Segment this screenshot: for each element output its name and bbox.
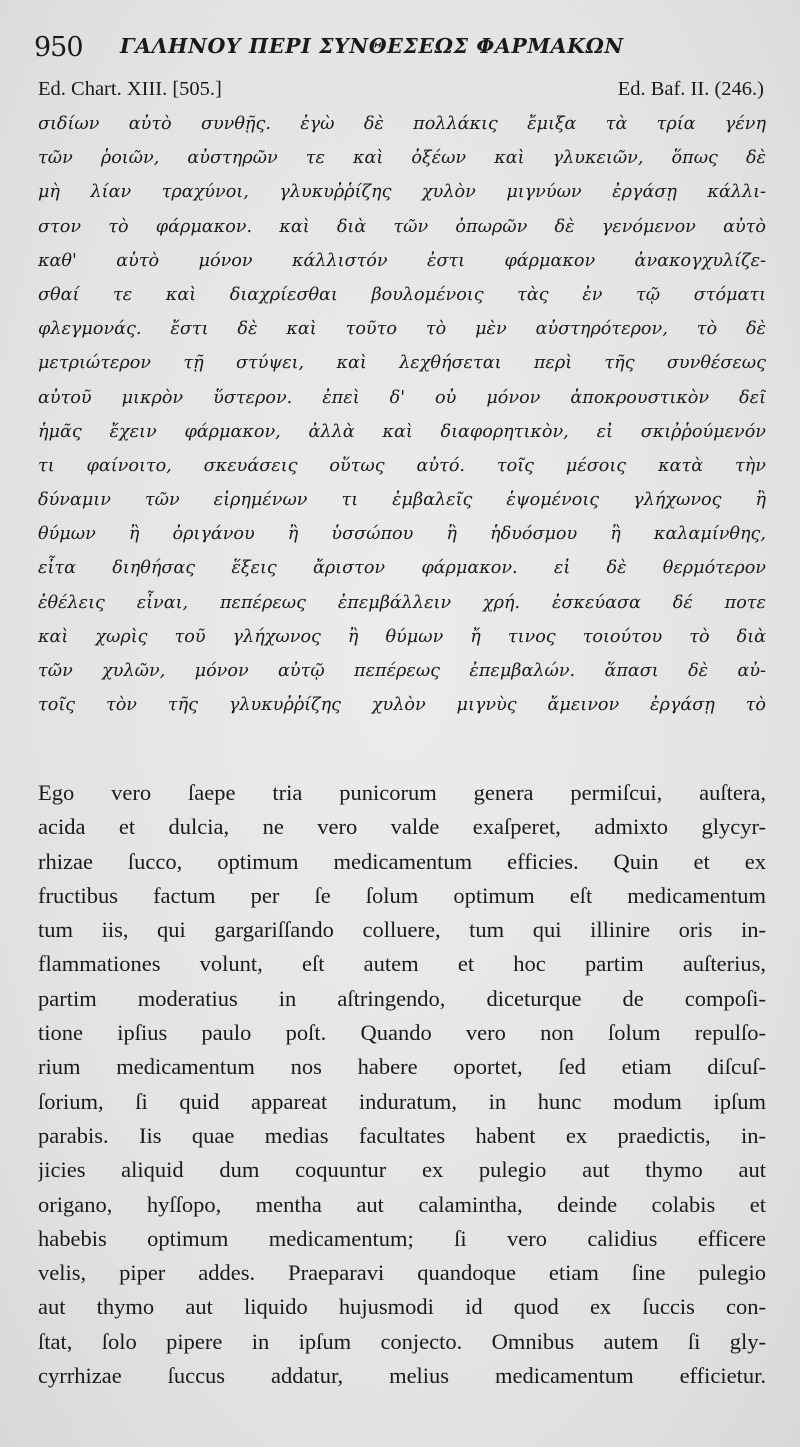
latin-text-line: flammationes volunt, eſt autem et hoc partim auſterius, (38, 951, 766, 977)
greek-text-line: μετριώτερον τῇ στύψει, καὶ λεχθήσεται περὶ τῆς συνθέσεως (38, 353, 766, 374)
latin-text-line: rhizae ſucco, optimum medicamentum efficies. Quin et ex (38, 848, 766, 874)
latin-text-line: acida et dulcia, ne vero valde exaſperet, admixto glycyr- (38, 814, 766, 840)
latin-text-line: jicies aliquid dum coquuntur ex pulegio aut thymo aut (38, 1157, 766, 1183)
latin-text-block (38, 776, 766, 1393)
latin-text-line: habebis optimum medicamentum; ſi vero calidius efficere (38, 1225, 766, 1251)
latin-text-line: rium medicamentum nos habere oportet, ſed etiam diſcuſ- (38, 1054, 766, 1080)
greek-text-line: τοῖς τὸν τῆς γλυκυῤῥίζης χυλὸν μιγνὺς ἄμεινον ἐργάσῃ τὸ (38, 695, 766, 716)
greek-text-line: εἶτα διηθήσας ἕξεις ἄριστον φάρμακον. εἰ δὲ θερμότερον (38, 558, 766, 579)
latin-text-line: cyrrhizae ſuccus addatur, melius medicamentum efficietur. (38, 1363, 766, 1389)
greek-text-line: στον τὸ φάρμακον. καὶ διὰ τῶν ὀπωρῶν δὲ γενόμενον αὐτὸ (38, 216, 766, 237)
greek-text-line: καὶ χωρὶς τοῦ γλήχωνος ἢ θύμων ἤ τινος τοιούτου τὸ διὰ (38, 626, 766, 647)
greek-text-line: φλεγμονάς. ἔστι δὲ καὶ τοῦτο τὸ μὲν αὐστηρότερον, τὸ δὲ (38, 319, 766, 340)
greek-text-line: ἡμᾶς ἔχειν φάρμακον, ἀλλὰ καὶ διαφορητικὸν, εἰ σκιῤῥούμενόν (38, 421, 766, 442)
latin-text-line: tione ipſius paulo poſt. Quando vero non ſolum repulſo- (38, 1020, 766, 1046)
edition-chartier-reference: Ed. Chart. XIII. [505.] (38, 78, 222, 100)
edition-basel-reference: Ed. Baf. II. (246.) (617, 78, 764, 100)
latin-text-line: ſorium, ſi quid appareat induratum, in hunc modum ipſum (38, 1088, 766, 1114)
running-title: ΓΑΛΗΝΟΥ ΠΕΡΙ ΣΥΝΘΕΣΕΩΣ ΦΑΡΜΑΚΩΝ (120, 34, 624, 58)
latin-text-line: partim moderatius in aſtringendo, diceturque de compoſi- (38, 985, 766, 1011)
latin-text-line: velis, piper addes. Praeparavi quandoque etiam ſine pulegio (38, 1260, 766, 1286)
greek-text-line: σιδίων αὐτὸ συνθῇς. ἐγὼ δὲ πολλάκις ἔμιξα τὰ τρία γένη (38, 114, 766, 134)
latin-text-line: ſtat, ſolo pipere in ipſum conjecto. Omnibus autem ſi gly- (38, 1328, 766, 1354)
greek-text-line: δύναμιν τῶν εἰρημένων τι ἐμβαλεῖς ἑψομένοις γλήχωνος ἢ (38, 490, 766, 511)
greek-text-line: τῶν ῥοιῶν, αὐστηρῶν τε καὶ ὀξέων καὶ γλυκειῶν, ὅπως δὲ (38, 148, 766, 169)
page-number: 950 (34, 32, 83, 63)
latin-text-line: origano, hyſſopo, mentha aut calamintha, deinde colabis et (38, 1191, 766, 1217)
latin-text-line: fructibus factum per ſe ſolum optimum eſt medicamentum (38, 882, 766, 908)
greek-text-line: ἐθέλεις εἶναι, πεπέρεως ἐπεμβάλλειν χρή. ἐσκεύασα δέ ποτε (38, 592, 766, 613)
greek-text-line: καθ' αὑτὸ μόνον κάλλιστόν ἐστι φάρμακον ἀνακογχυλίζε- (38, 250, 766, 271)
greek-text-line: τῶν χυλῶν, μόνον αὐτῷ πεπέρεως ἐπεμβαλών. ἅπασι δὲ αὐ- (38, 661, 766, 681)
latin-text-line: Ego vero ſaepe tria punicorum genera permiſcui, auſtera, (38, 780, 766, 805)
latin-text-line: tum iis, qui gargariſſando colluere, tum qui illinire oris in- (38, 917, 766, 943)
greek-text-block (38, 107, 766, 722)
greek-text-line: αὐτοῦ μικρὸν ὕστερον. ἐπεὶ δ' οὐ μόνον ἀποκρουστικὸν δεῖ (38, 387, 766, 408)
edition-reference-line (38, 78, 764, 104)
page-header (34, 30, 774, 70)
greek-text-line: μὴ λίαν τραχύνοι, γλυκυῤῥίζης χυλὸν μιγνύων ἐργάσῃ κάλλι- (38, 182, 766, 203)
latin-text-line: parabis. Iis quae medias facultates habent ex praedictis, in- (38, 1122, 766, 1148)
greek-text-line: σθαί τε καὶ διαχρίεσθαι βουλομένοις τὰς ἐν τῷ στόματι (38, 284, 766, 305)
greek-text-line: θύμων ἢ ὀριγάνου ἢ ὑσσώπου ἢ ἡδυόσμου ἢ καλαμίνθης, (38, 524, 766, 545)
latin-text-line: aut thymo aut liquido hujusmodi id quod ex ſuccis con- (38, 1294, 766, 1320)
greek-text-line: τι φαίνοιτο, σκευάσεις οὕτως αὐτό. τοῖς μέσοις κατὰ τὴν (38, 455, 766, 476)
